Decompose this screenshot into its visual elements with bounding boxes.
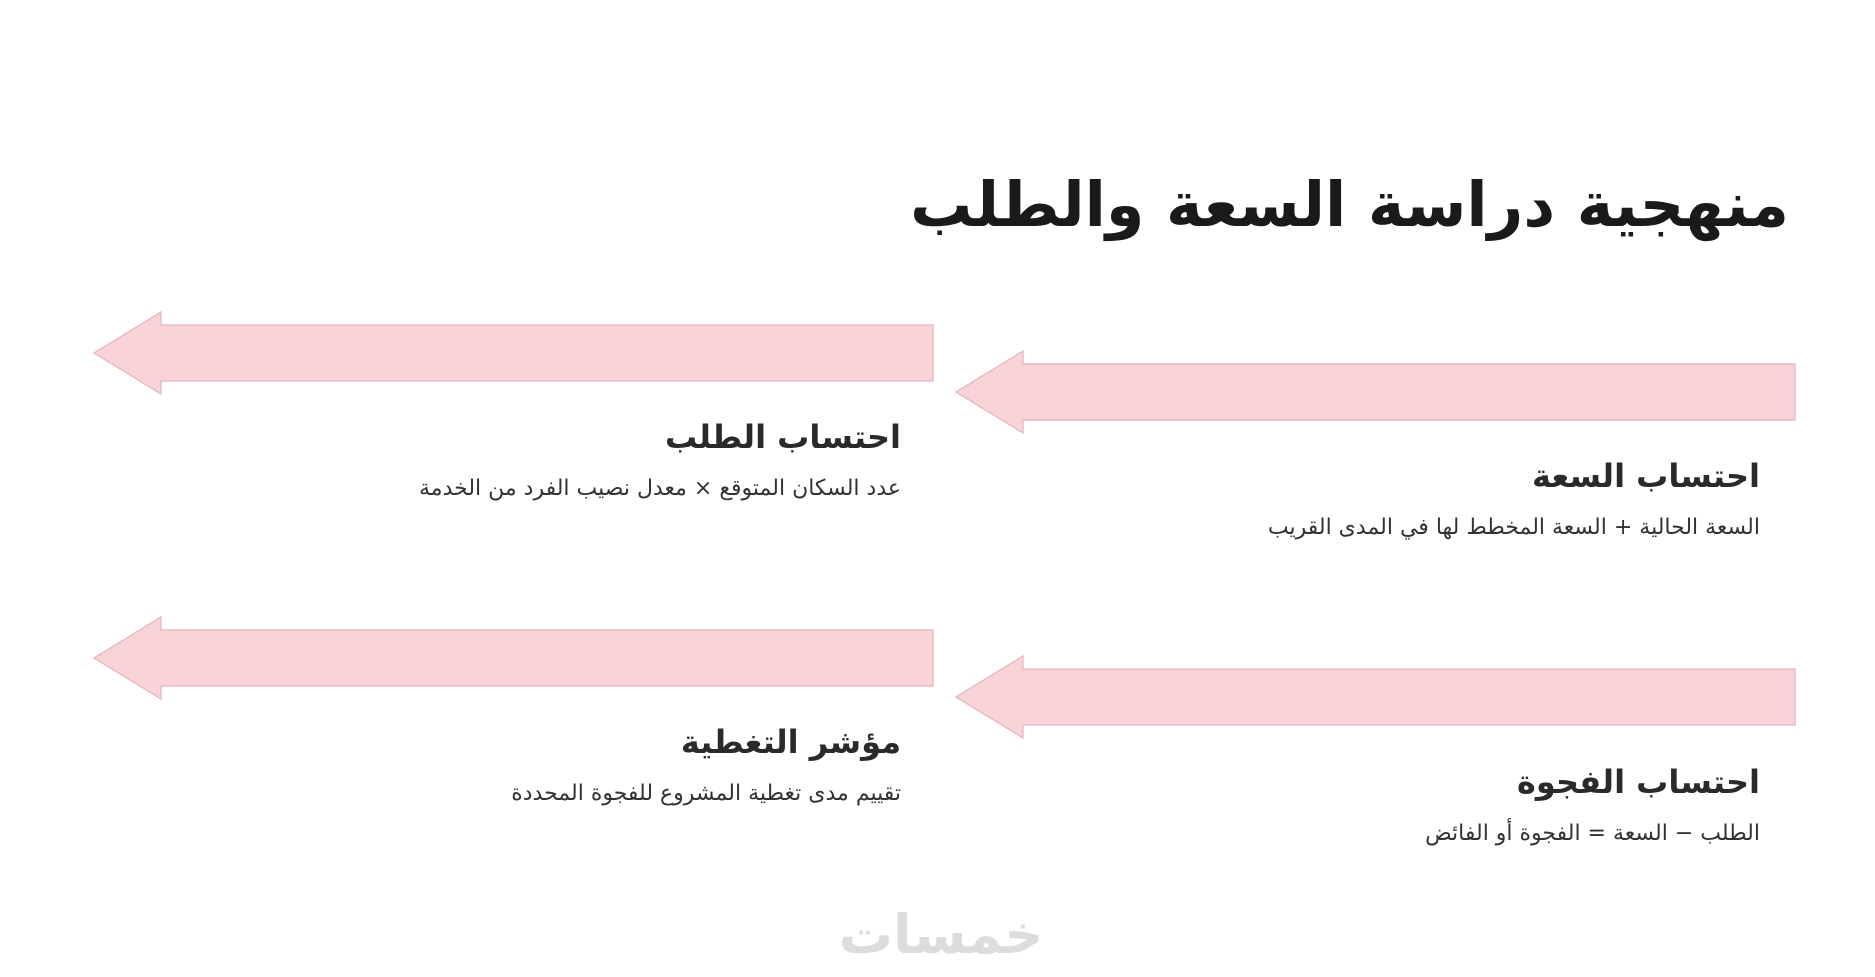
page-title: منهجية دراسة السعة والطلب [910, 168, 1789, 241]
capacity-calculation-description: السعة الحالية + السعة المخطط لها في المدى القريب [1267, 515, 1760, 540]
gap-calculation-heading: احتساب الفجوة [1517, 763, 1760, 801]
gap-calculation-block [1425, 763, 1760, 846]
watermark-logo: خمسات [838, 903, 1044, 966]
left-arrow-shape [955, 350, 1796, 434]
coverage-indicator-description: تقييم مدى تغطية المشروع للفجوة المحددة [511, 781, 901, 806]
demand-calculation-heading: احتساب الطلب [664, 418, 901, 456]
left-arrow-shape [93, 616, 934, 700]
capacity-calculation-heading: احتساب السعة [1532, 457, 1760, 495]
coverage-indicator-heading: مؤشر التغطية [680, 723, 901, 761]
capacity-calculation-block [1268, 457, 1760, 540]
gap-calculation-description: الطلب − السعة = الفجوة أو الفائض [1425, 821, 1760, 846]
left-arrow-shape [955, 655, 1796, 739]
coverage-indicator-block [511, 723, 901, 806]
left-arrow-shape [93, 311, 934, 395]
demand-calculation-description: عدد السكان المتوقع × معدل نصيب الفرد من الخدمة [419, 476, 901, 501]
demand-calculation-block [419, 418, 901, 501]
